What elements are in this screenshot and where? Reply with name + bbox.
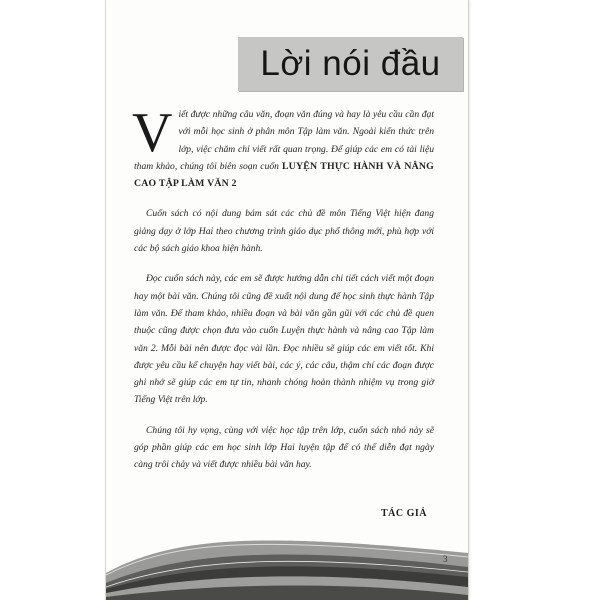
book-page xyxy=(105,0,469,600)
decorative-waves xyxy=(106,515,468,600)
page-number: 3 xyxy=(443,554,448,564)
paragraph-2: Đọc cuốn sách này, các em sẽ được hướng dẫn chi tiết cách viết một đoạn hay một bài văn. Chúng tôi cũng đề xuất nội dung để học sinh thực hành Tập làm văn. Để tham khảo, nhiều đoạn và bài văn gần gũi với các chủ đề quen thuộc cũng được chọn đưa vào cuốn Luyện thực hành và nâng cao Tập làm văn 2. Mỗi bài nên được đọc vài lần. Đọc nhiều sẽ giúp các em viết tốt. Khi được yêu cầu kể chuyện hay viết bài, các ý, các câu, thậm chí các đoạn được ghi nhớ sẽ giúp các em tự tin, nhanh chóng hoàn thành nhiệm vụ trong giờ Tiếng Việt trên lớp. xyxy=(134,273,434,406)
intro-text: iết được những câu văn, đoạn văn đúng và hay là yêu cầu cần đạt với mỗi học sinh ở phân môn Tập làm văn. Ngoài kiến thức trên lớp, việc chăm chỉ viết rất quan trọng. Để giúp các em có tài liệu tham khảo, chúng tôi biên soạn cuốn xyxy=(134,109,434,172)
page-title: Lời nói đầu xyxy=(260,44,441,83)
title-box xyxy=(238,37,463,91)
paragraph-3: Chúng tôi hy vọng, cùng với việc học tập trên lớp, cuốn sách nhỏ này sẽ góp phần giúp các em học sinh lớp Hai luyện tập để có thể diễn đạt ngày càng trôi chảy và viết được nhiều bài văn hay. xyxy=(134,424,434,471)
preface-body xyxy=(132,102,434,487)
intro-paragraph xyxy=(132,102,434,192)
drop-cap: V xyxy=(132,102,173,164)
paragraph-1: Cuốn sách có nội dung bám sát các chủ đề môn Tiếng Việt hiện đang giảng dạy ở lớp Hai theo chương trình giáo dục phổ thông mới, phù hợp với các bộ sách giáo khoa hiện hành. xyxy=(134,208,434,255)
author-signature: TÁC GIẢ xyxy=(381,508,428,519)
book-title: LUYỆN THỰC HÀNH VÀ NÂNG CAO TẬP LÀM VĂN 2 xyxy=(134,160,434,190)
